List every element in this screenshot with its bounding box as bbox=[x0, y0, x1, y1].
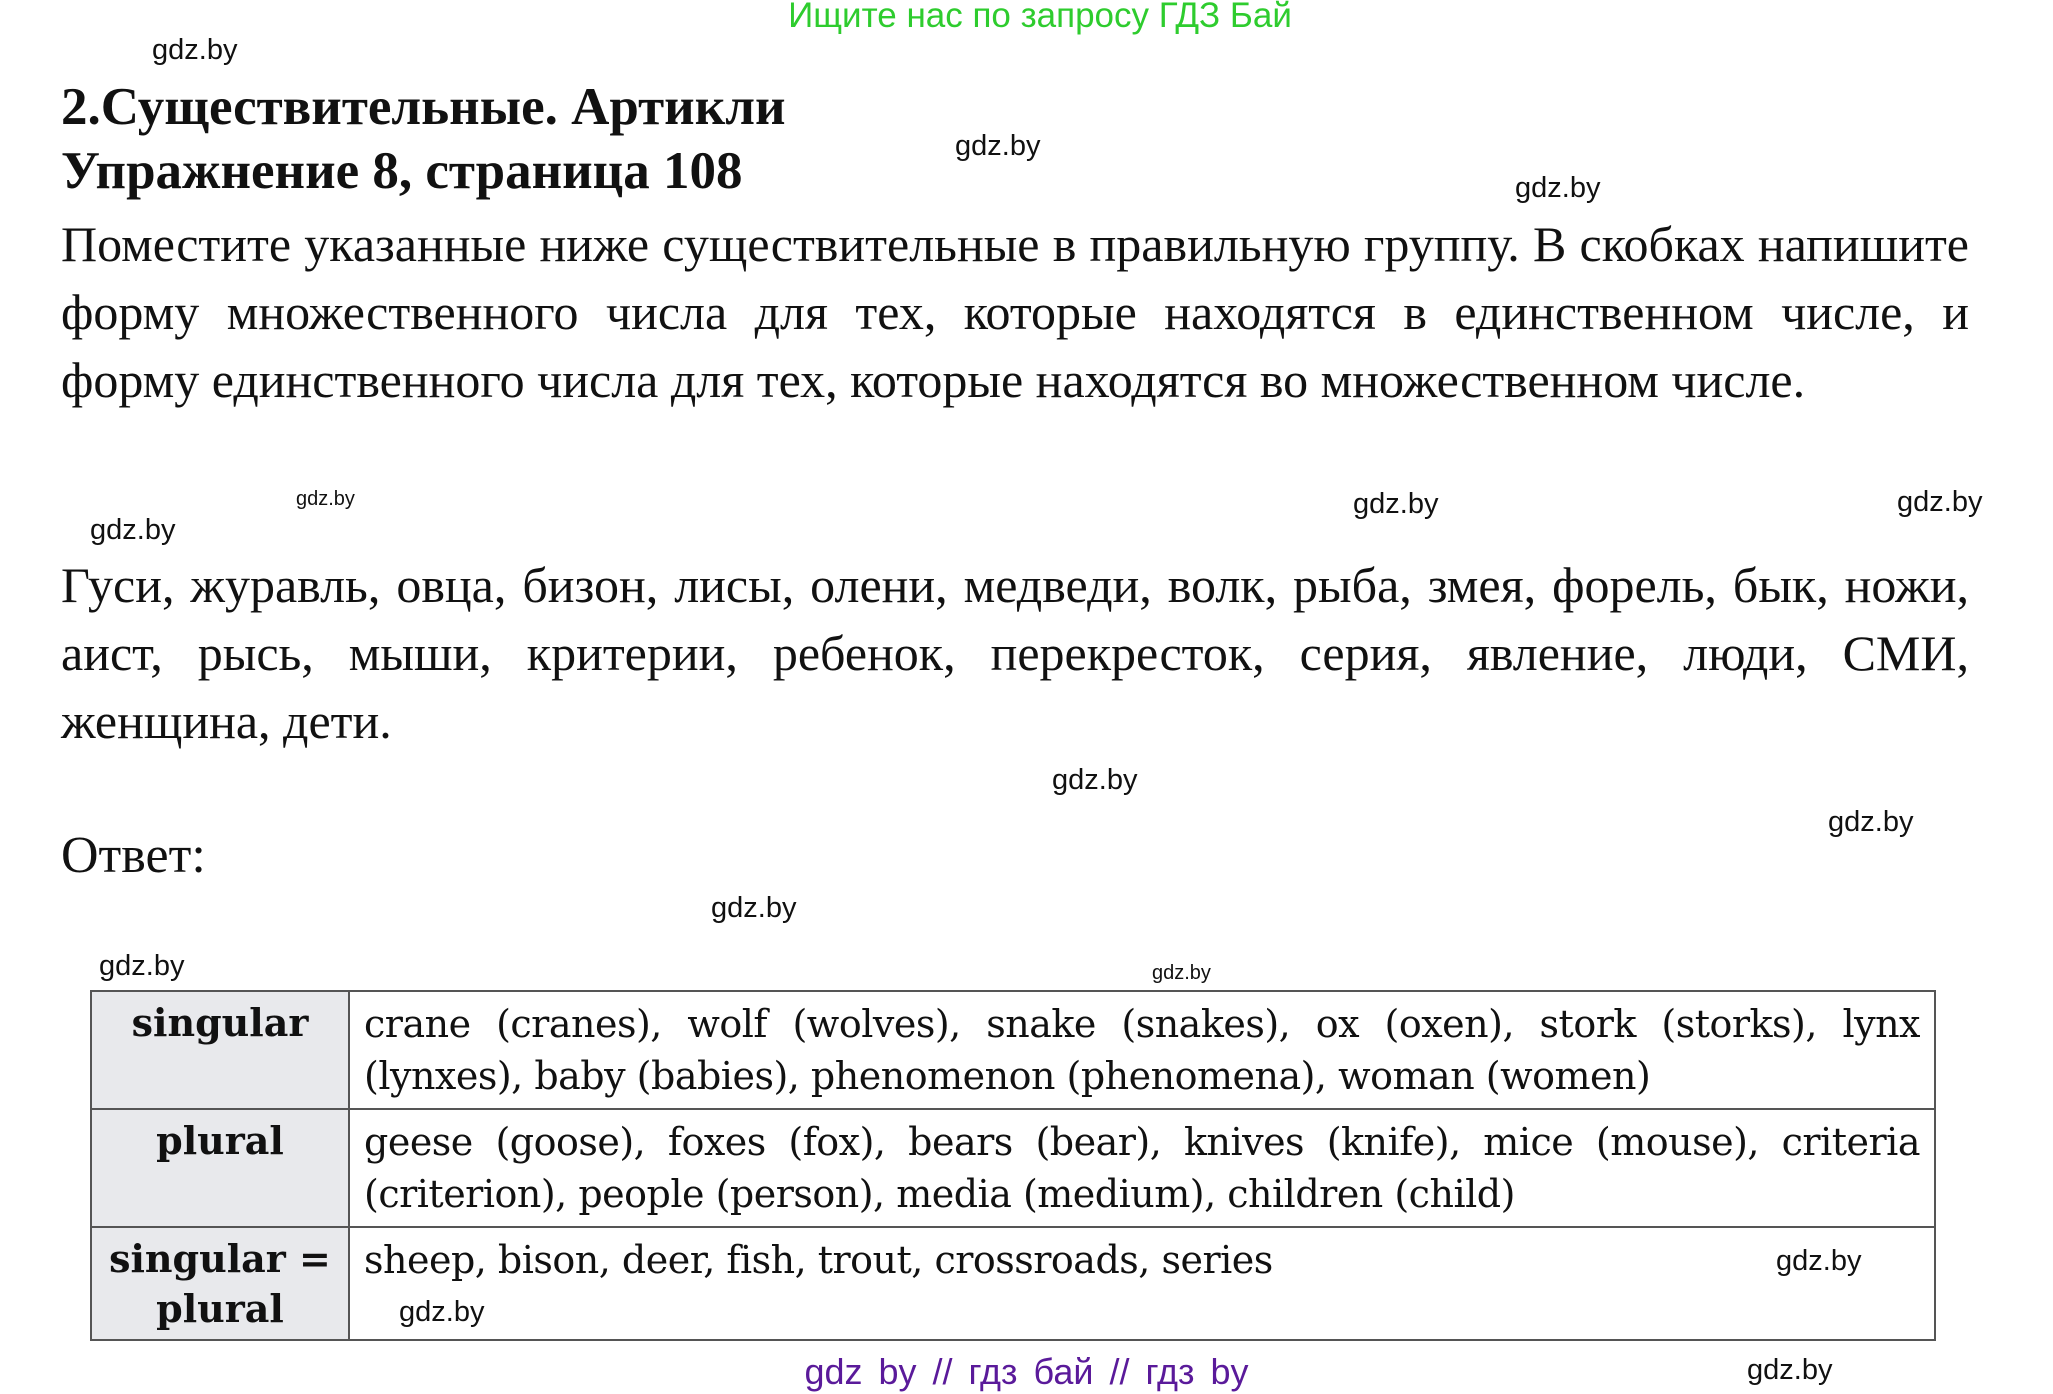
task-text: Поместите указанные ниже существительные в правильную группу. В скобках напишите форму множественного числа для тех, которые находятся в единственном числе, и форму единственного числа для тех, которые находятся во множественном числе. bbox=[61, 216, 1969, 408]
table-row bbox=[91, 1109, 1935, 1227]
answer-table bbox=[90, 990, 1936, 1341]
watermark: gdz.by bbox=[99, 950, 185, 982]
footer-links: gdz by // гдз бай // гдз by bbox=[804, 1351, 1249, 1392]
row-content: sheep, bison, deer, fish, trout, crossroads, series bbox=[349, 1227, 1935, 1340]
watermark: gdz.by bbox=[152, 34, 238, 66]
row-header: singular = plural bbox=[91, 1227, 349, 1340]
watermark: gdz.by bbox=[1152, 962, 1211, 984]
watermark: gdz.by bbox=[711, 892, 797, 924]
table-row bbox=[91, 1227, 1935, 1340]
table-row bbox=[91, 991, 1935, 1109]
row-header: plural bbox=[91, 1109, 349, 1227]
watermark: gdz.by bbox=[1052, 764, 1138, 796]
watermark: gdz.by bbox=[1828, 806, 1914, 838]
watermark: gdz.by bbox=[296, 488, 355, 510]
row-content: geese (goose), foxes (fox), bears (bear), knives (knife), mice (mouse), criteria (criterion), people (person), media (medium), children (child) bbox=[349, 1109, 1935, 1227]
watermark: gdz.by bbox=[399, 1296, 485, 1328]
watermark: gdz.by bbox=[90, 514, 176, 546]
search-hint-banner: Ищите нас по запросу ГДЗ Бай bbox=[788, 0, 1292, 35]
watermark: gdz.by bbox=[1897, 486, 1983, 518]
watermark: gdz.by bbox=[1776, 1245, 1862, 1277]
exercise-title: Упражнение 8, страница 108 bbox=[61, 142, 743, 200]
row-content: crane (cranes), wolf (wolves), snake (snakes), ox (oxen), stork (storks), lynx (lynxes), baby (babies), phenomenon (phenomena), woman (women) bbox=[349, 991, 1935, 1109]
watermark: gdz.by bbox=[955, 130, 1041, 162]
word-list: Гуси, журавль, овца, бизон, лисы, олени, медведи, волк, рыба, змея, форель, бык, ножи, аист, рысь, мыши, критерии, ребенок, перекресток, серия, явление, люди, СМИ, женщина, дети. bbox=[61, 557, 1969, 749]
watermark: gdz.by bbox=[1747, 1354, 1833, 1386]
row-header: singular bbox=[91, 991, 349, 1109]
section-title: 2.Существительные. Артикли bbox=[61, 78, 786, 136]
answer-label: Ответ: bbox=[61, 827, 206, 884]
watermark: gdz.by bbox=[1515, 172, 1601, 204]
watermark: gdz.by bbox=[1353, 488, 1439, 520]
